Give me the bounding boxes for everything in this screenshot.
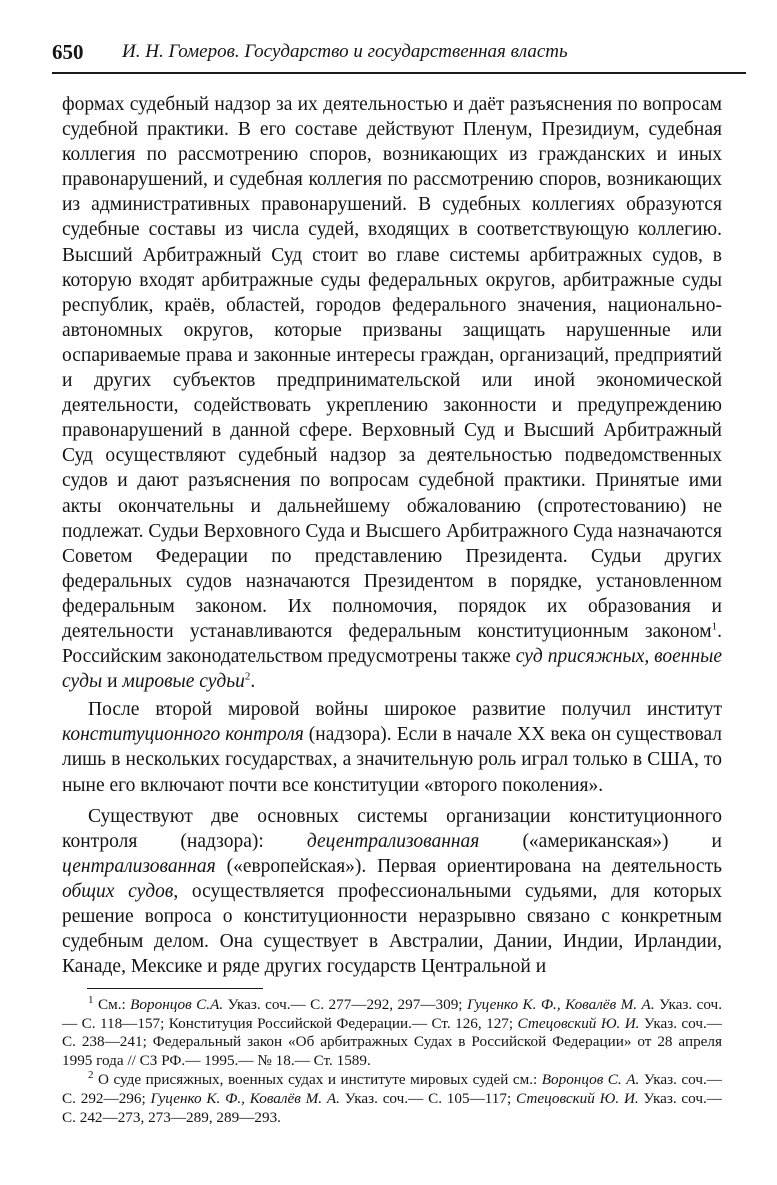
author: Гуценко К. Ф., Ковалёв М. А. [466, 996, 655, 1013]
footnote-mark-1: 1 [88, 993, 94, 1006]
footnote-mark-2: 2 [88, 1069, 94, 1082]
page-number: 650 [52, 40, 84, 64]
author: Гуценко К. Ф., Ковалёв М. А. [150, 1089, 340, 1107]
footnote-2: $^2$ О суде присяжных, военных судах и институте мировых судей см.: Воронцов С. А. Указ. соч.— С. 292—296; Гуценко К. Ф., Ковалёв М. А. Указ. соч.— С. 105—117; Стецовский Ю. И. Указ. соч.— С. 242—273, 273—289, 289—293. [62, 1069, 722, 1126]
header-rule [52, 72, 746, 74]
author: Стецовский Ю. И. [517, 1014, 640, 1032]
author: Стецовский Ю. И. [516, 1089, 639, 1107]
emphasis: общих судов [62, 880, 174, 902]
page-header [52, 40, 742, 64]
footnote-ref-2[interactable]: 2 [244, 670, 251, 683]
emphasis: мировые судьи [122, 671, 245, 693]
footnote-ref-1[interactable]: 1 [711, 620, 718, 633]
emphasis: суд присяжных, военные суды [62, 646, 722, 693]
author: Воронцов С. А. [541, 1071, 640, 1089]
emphasis: децентрализованная [306, 830, 480, 852]
footnote-1: $^1$ См.: Воронцов С.А. Указ. соч.— С. 277—292, 297—309; Гуценко К. Ф., Ковалёв М. А. Указ. соч.— С. 118—157; Конституция Российской Федерации.— Ст. 126, 127; Стецовский Ю. И. Указ. соч.— С. 238—241; Федеральный закон «Об арбитражных Судах в Российской Федерации» от 28 апреля 1995 года // СЗ РФ.— 1995.— № 18.— Ст. 1589. [62, 993, 722, 1069]
author: Воронцов С.А. [130, 996, 224, 1013]
emphasis: централизованная [62, 855, 216, 877]
footnotes [62, 993, 722, 1127]
emphasis: конституционного контроля [62, 724, 304, 746]
paragraph-2: После второй мировой войны широкое развитие получил институт конституционного контроля (надзора). Если в начале XX века он существовал лишь в нескольких государствах, а значительную роль играл только в США, то ныне его включают почти все конституции «второго поколения». [62, 699, 722, 796]
running-title: И. Н. Гомеров. Государство и государственная власть [122, 41, 568, 62]
paragraph-3: Существуют две основных системы организации конституционного контроля (надзора): децентрализованная («американская») и централизованная («европейская»). Первая ориентирована на деятельность общих судов, осуществляется профессиональными судьями, для которых решение вопроса о конституционности неразрывно связано с конкретным судебным делом. Она существует в Австралии, Дании, Индии, Ирландии, Канаде, Мексике и ряде других государств Центральной и [62, 805, 722, 978]
paragraph-1: формах судебный надзор за их деятельностью и даёт разъяснения по вопросам судебной практики. В его составе действуют Пленум, Президиум, судебная коллегия по рассмотрению споров, возникающих из гражданских и иных правонарушений, и судебная коллегия по рассмотрению споров, возникающих из административных правонарушений. В судебных коллегиях образуются судебные составы из числа судей, входящих в соответствующую коллегию. Высший Арбитражный Суд стоит во главе системы арбитражных судов, в которую входят арбитражные суды федеральных округов, арбитражные суды республик, краёв, областей, городов федерального значения, национально-автономных округов, которые призваны защищать нарушенные или оспариваемые права и законные интересы граждан, организаций, предприятий и других субъектов предпринимательской или иной экономической деятельности, содействовать укреплению законности и предупреждению правонарушений в данной сфере. Верховный Суд и Высший Арбитражный Суд осуществляют судебный надзор за деятельностью подведомственных судов и дают разъяснения по вопросам судебной практики. Принятые ими акты окончательны и дальнейшему обжалованию (спротестованию) не подлежат. Судьи Верховного Суда и Высшего Арбитражного Суда назначаются Советом Федерации по представлению Президента. Судьи других федеральных судов назначаются Президентом в порядке, установленном федеральным законом. Их полномочия, порядок их образования и деятельности устанавливаются федеральным конституционным законом$^1$. Российским законодательством предусмотрены также суд присяжных, военные суды и мировые судьи$^2$. [62, 94, 722, 693]
main-text [62, 92, 722, 979]
footnote-rule [87, 988, 263, 989]
